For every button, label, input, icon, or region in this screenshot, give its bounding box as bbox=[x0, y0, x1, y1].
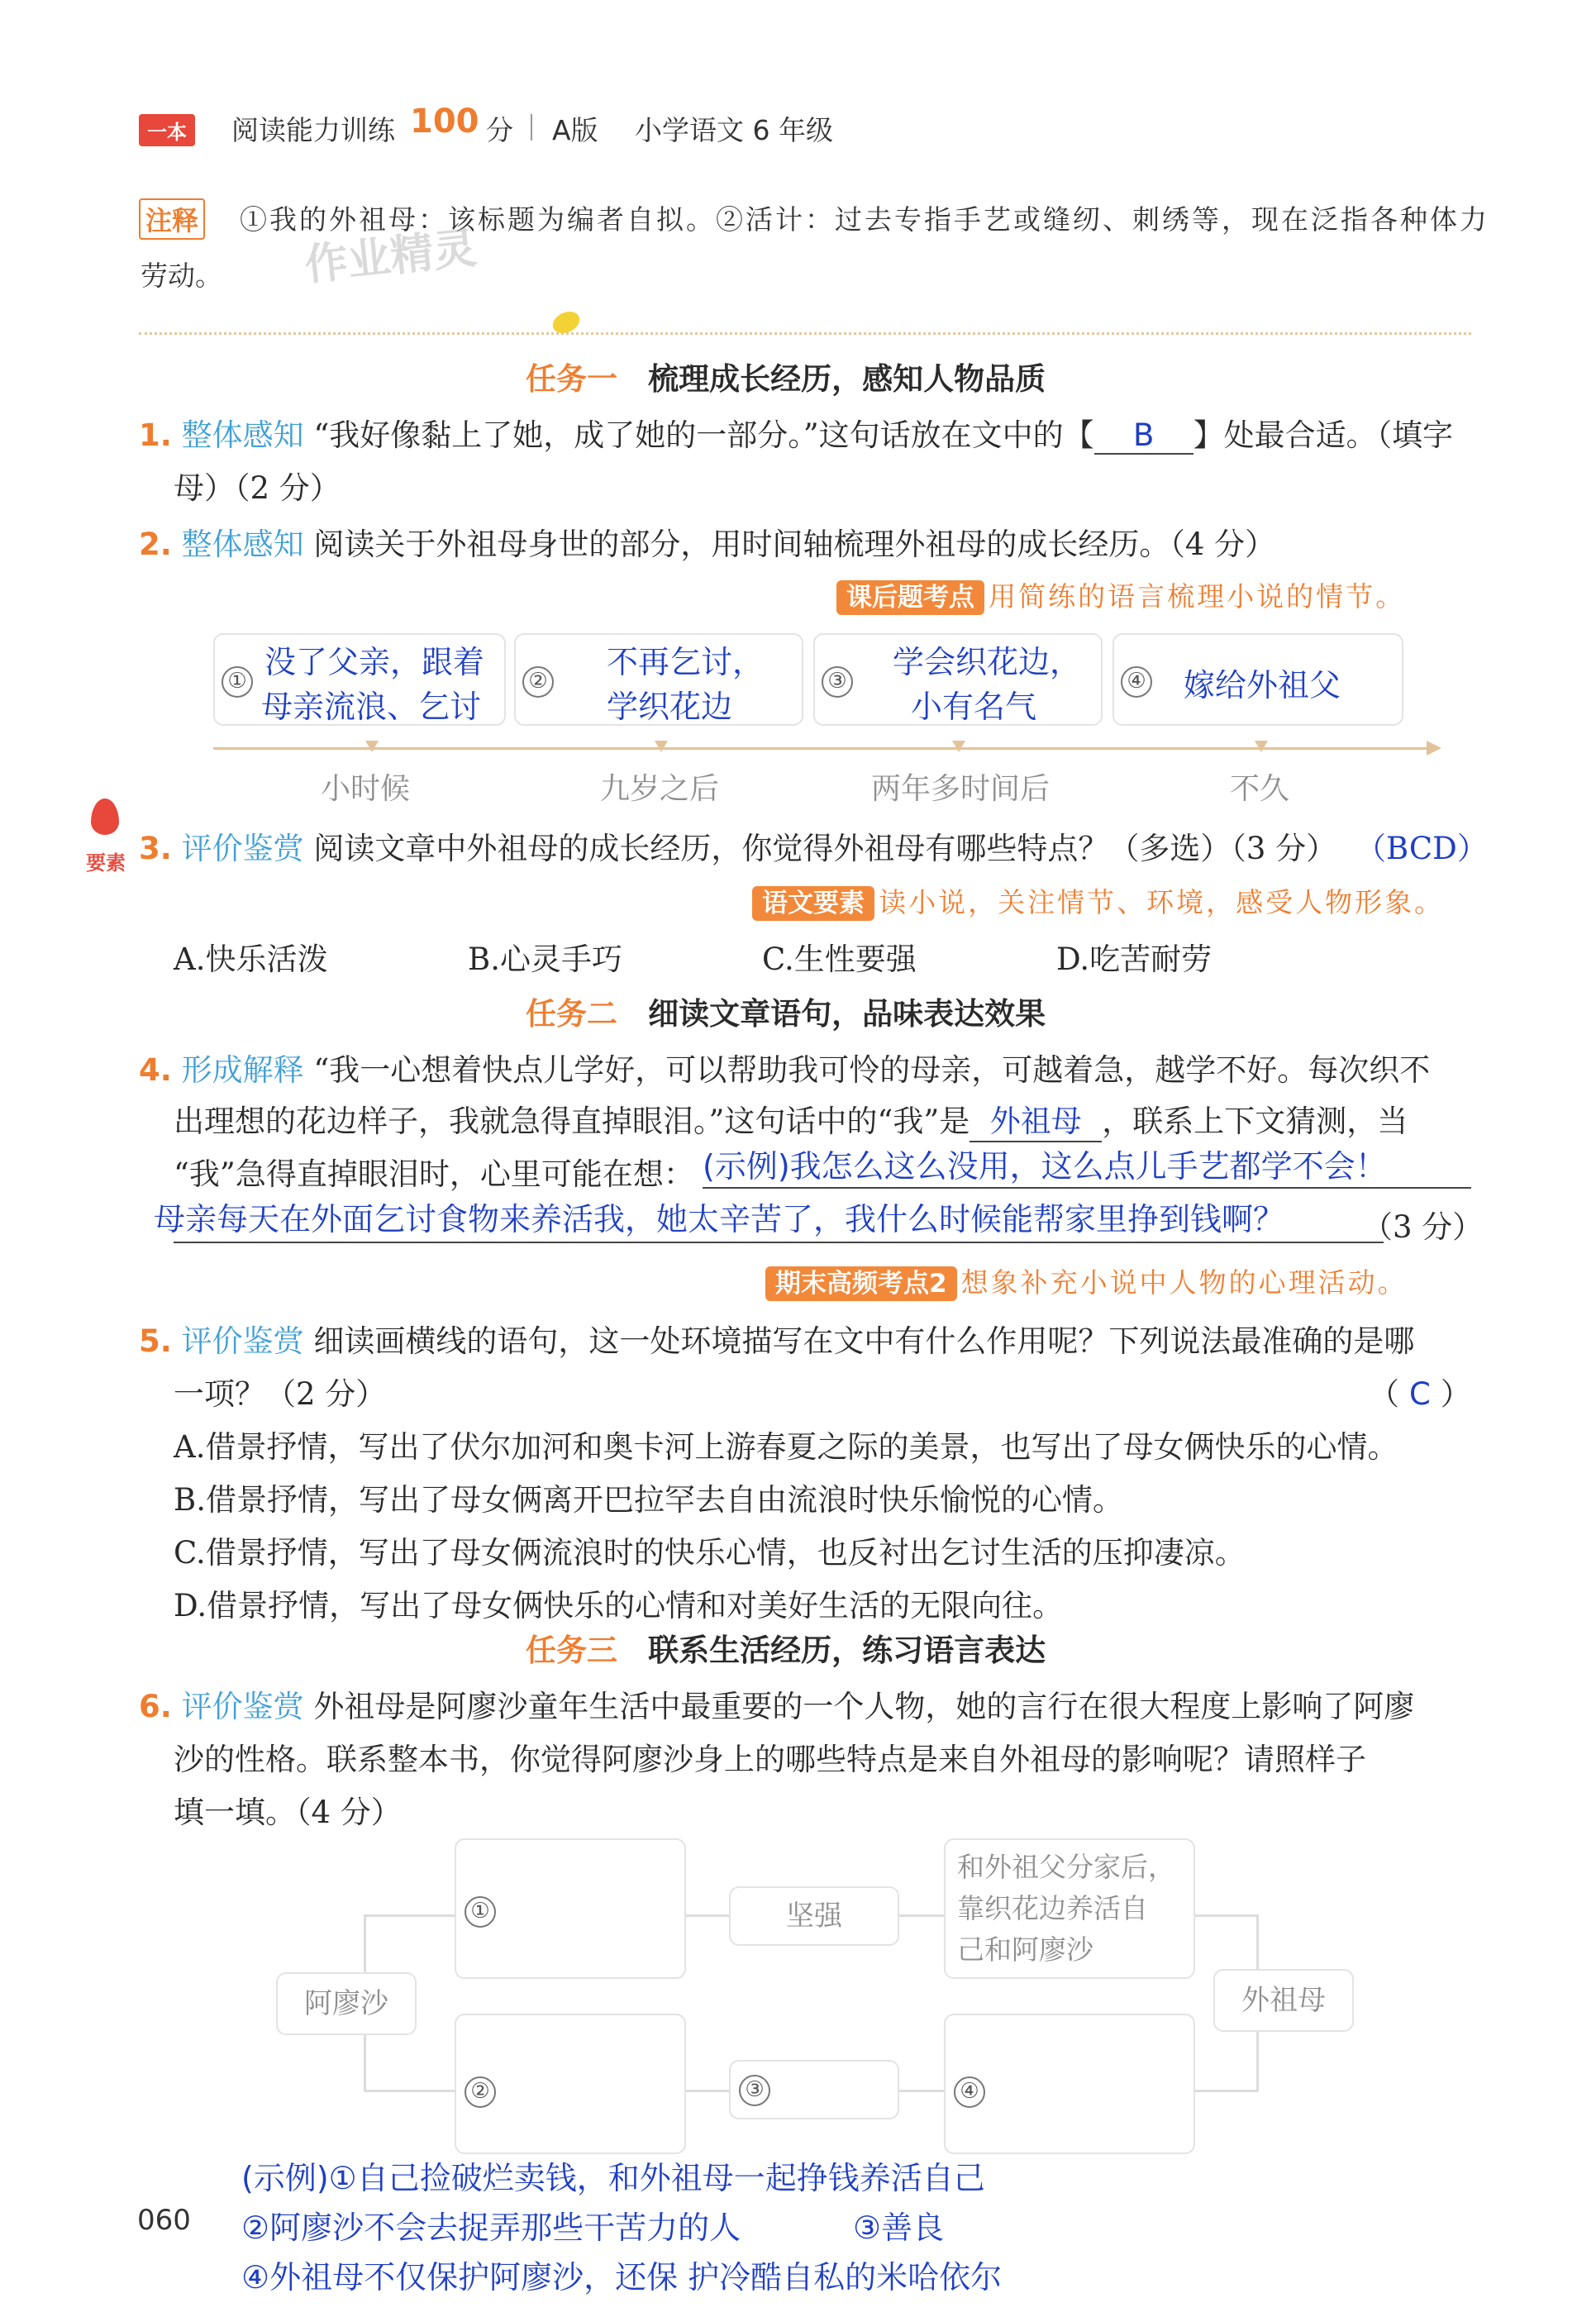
q4-pill-text: 想象补充小说中人物的心理活动。 bbox=[960, 1266, 1408, 1299]
q5-option-d: D.借景抒情，写出了母女俩快乐的心情和对美好生活的无限向往。 bbox=[174, 1588, 1064, 1623]
timeline-num-3: ③ bbox=[822, 666, 853, 698]
timeline-box-1 bbox=[213, 633, 506, 726]
timeline-tick-4 bbox=[1255, 741, 1268, 752]
timeline-box-2 bbox=[514, 633, 803, 726]
header-divider bbox=[531, 114, 532, 141]
task-2-heading bbox=[526, 989, 1046, 1033]
grade: 小学语文 6 年级 bbox=[635, 114, 833, 146]
q4-line-1: “我一心想着快点儿学好，可以帮助我可怜的母亲，可越着急，越学不好。每次织不 bbox=[313, 1052, 1431, 1088]
q4-answer-2a: (示例)我怎么这么没用，这么点儿手艺都学不会！ bbox=[703, 1148, 1387, 1185]
q1-answer: B bbox=[1132, 417, 1155, 453]
slot-4-num: ④ bbox=[954, 2076, 985, 2108]
task-2-label: 任务二 bbox=[526, 996, 617, 1032]
timeline-axis bbox=[213, 747, 1428, 750]
q1-number: 1. bbox=[139, 417, 172, 453]
task-1-label: 任务一 bbox=[526, 361, 617, 397]
diagram-slot-2[interactable] bbox=[455, 2014, 686, 2154]
q6-line-3: 填一填。（4 分） bbox=[174, 1795, 402, 1830]
q3-option-a: A.快乐活泼 bbox=[174, 942, 328, 977]
q4-pill: 期末高频考点2 bbox=[765, 1266, 957, 1301]
q6-number: 6. bbox=[139, 1689, 172, 1724]
q3-option-c: C.生性要强 bbox=[762, 942, 917, 977]
brand-badge: 一本 bbox=[139, 114, 195, 146]
connector-right-bottom bbox=[1195, 2090, 1258, 2092]
timeline-period-3: 两年多时间后 bbox=[871, 772, 1051, 806]
timeline-tick-3 bbox=[952, 741, 965, 752]
slot-2-num: ② bbox=[465, 2076, 496, 2108]
q4-answer-line-2 bbox=[174, 1242, 1384, 1243]
timeline-text-2a: 不再乞讨， bbox=[607, 644, 765, 680]
task-1-heading bbox=[526, 354, 1046, 398]
timeline-text-2b: 学织花边 bbox=[607, 689, 733, 725]
task-2-title: 细读文章语句，品味表达效果 bbox=[648, 996, 1046, 1032]
diagram-left-node bbox=[276, 1972, 417, 2035]
timeline-text-3b: 小有名气 bbox=[911, 689, 1037, 725]
timeline-arrow-icon bbox=[1427, 741, 1441, 756]
section-divider bbox=[139, 332, 1471, 335]
task-3-title: 联系生活经历，练习语言表达 bbox=[648, 1633, 1046, 1668]
task-1-title: 梳理成长经历，感知人物品质 bbox=[648, 361, 1046, 397]
example-line-3: 己和阿廖沙 bbox=[957, 1933, 1093, 1966]
q4-score: （3 分） bbox=[1362, 1209, 1484, 1245]
edition: A版 bbox=[552, 114, 598, 146]
q1-text-c: 母）（2 分） bbox=[174, 470, 341, 506]
note-line-1: ①我的外祖母：该标题为编者自拟。②活计：过去专指手艺或缝纫、刺绣等，现在泛指各种体力 bbox=[240, 203, 1489, 236]
q2-tag: 整体感知 bbox=[181, 527, 304, 562]
q2-pill-text: 用简练的语言梳理小说的情节。 bbox=[989, 580, 1406, 613]
q3-tag: 评价鉴赏 bbox=[181, 831, 304, 866]
note-line-2: 劳动。 bbox=[141, 260, 222, 292]
fire-label: 要素 bbox=[86, 851, 126, 875]
timeline-text-1b: 母亲流浪、乞讨 bbox=[261, 689, 482, 725]
question-5 bbox=[139, 1316, 1414, 1361]
q3-hint bbox=[752, 881, 1444, 920]
q2-pill: 课后题考点 bbox=[836, 580, 984, 615]
q5-option-c: C.借景抒情，写出了母女俩流浪时的快乐心情，也反衬出乞讨生活的压抑凄凉。 bbox=[174, 1535, 1246, 1571]
q2-hint bbox=[836, 575, 1405, 614]
timeline-num-4: ④ bbox=[1121, 666, 1152, 698]
timeline-tick-1 bbox=[365, 741, 379, 752]
diagram-middle-top bbox=[729, 1886, 899, 1946]
timeline-text-3a: 学会织花边， bbox=[893, 644, 1082, 680]
q2-number: 2. bbox=[139, 527, 172, 562]
q5-answer: C bbox=[1409, 1376, 1431, 1412]
connector-mid-bot-2 bbox=[899, 2090, 944, 2092]
q6-line-2: 沙的性格。联系整本书，你觉得阿廖沙身上的哪些特点是来自外祖母的影响呢？请照样子 bbox=[174, 1742, 1366, 1777]
q5-option-a: A.借景抒情，写出了伏尔加河和奥卡河上游春夏之际的美景，也写出了母女俩快乐的心情。 bbox=[174, 1429, 1398, 1465]
q4-line-2b: ，联系上下文猜测，当 bbox=[1102, 1104, 1408, 1139]
timeline-period-1: 小时候 bbox=[321, 772, 411, 806]
task-3-heading bbox=[526, 1625, 1046, 1670]
diagram-example-box bbox=[944, 1838, 1195, 1979]
example-line-1: 和外祖父分家后， bbox=[957, 1851, 1175, 1883]
slot-1-num: ① bbox=[465, 1896, 496, 1928]
timeline-tick-2 bbox=[655, 741, 668, 752]
q4-answer-2b: 母亲每天在外面乞讨食物来养活我，她太辛苦了，我什么时候能帮家里挣到钱啊？ bbox=[154, 1201, 1285, 1237]
series-number: 100 bbox=[410, 103, 479, 141]
watermark: 作业精灵 bbox=[303, 223, 479, 291]
q4-line-3: “我”急得直掉眼泪时，心里可能在想： bbox=[174, 1156, 694, 1192]
diagram-right-node bbox=[1213, 1969, 1354, 2032]
q4-line-2 bbox=[174, 1096, 1408, 1142]
diagram-left-label: 阿廖沙 bbox=[304, 1987, 388, 2020]
diagram-slot-1[interactable] bbox=[455, 1838, 686, 1979]
page-number: 060 bbox=[137, 2204, 191, 2237]
q6-line-1: 外祖母是阿廖沙童年生活中最重要的一个人物，她的言行在很大程度上影响了阿廖 bbox=[313, 1689, 1415, 1724]
diagram-right-label: 外祖母 bbox=[1241, 1984, 1326, 2017]
question-2 bbox=[139, 519, 1275, 564]
q1-text-b: 】处最合适。（填字 bbox=[1193, 417, 1454, 453]
timeline-text-4a: 嫁给外祖父 bbox=[1184, 667, 1341, 703]
header bbox=[139, 103, 1478, 152]
q4-answer-line-1 bbox=[703, 1187, 1471, 1189]
timeline-num-2: ② bbox=[522, 666, 554, 698]
q1-text-a: “我好像黏上了她，成了她的一部分。”这句话放在文中的【 bbox=[313, 417, 1094, 453]
diagram-slot-3[interactable] bbox=[729, 2060, 899, 2119]
q5-option-b: B.借景抒情，写出了母女俩离开巴拉罕去自由流浪时快乐愉悦的心情。 bbox=[174, 1482, 1123, 1518]
q5-tag: 评价鉴赏 bbox=[181, 1323, 304, 1359]
q4-number: 4. bbox=[139, 1052, 172, 1088]
connector-left-bottom bbox=[364, 2090, 456, 2092]
connector-mid-bot-1 bbox=[686, 2090, 729, 2092]
q3-option-d: D.吃苦耐劳 bbox=[1056, 942, 1212, 977]
q4-answer-1: 外祖母 bbox=[989, 1104, 1082, 1139]
q3-pill: 语文要素 bbox=[752, 886, 874, 921]
timeline-period-4: 不久 bbox=[1230, 772, 1290, 806]
q3-answer: （BCD） bbox=[1355, 831, 1488, 866]
connector-right-top bbox=[1195, 1914, 1258, 1917]
q1-tag: 整体感知 bbox=[181, 417, 304, 453]
q6-answer-4: ④外祖母不仅保护阿廖沙，还保 护冷酷自私的米哈依尔 bbox=[241, 2259, 1003, 2296]
question-1 bbox=[139, 410, 1453, 455]
timeline-text-1a: 没了父亲，跟着 bbox=[264, 644, 485, 680]
diagram-slot-4[interactable] bbox=[944, 2014, 1195, 2154]
q6-answer-3: ③善良 bbox=[853, 2210, 945, 2246]
q5-line-2: 一项？（2 分） bbox=[174, 1376, 387, 1412]
fire-icon bbox=[91, 799, 119, 835]
timeline-period-2: 九岁之后 bbox=[600, 772, 720, 806]
series-unit: 分 bbox=[486, 114, 513, 146]
q5-line-1: 细读画横线的语句，这一处环境描写在文中有什么作用呢？下列说法最准确的是哪 bbox=[313, 1323, 1415, 1359]
q4-line-2a: 出理想的花边样子，我就急得直掉眼泪。”这句话中的“我”是 bbox=[174, 1104, 970, 1139]
connector-mid-top-1 bbox=[686, 1914, 729, 1917]
q3-pill-text: 读小说，关注情节、环境，感受人物形象。 bbox=[879, 886, 1445, 918]
q6-answer-2: ②阿廖沙不会去捉弄那些干苦力的人 bbox=[241, 2210, 741, 2246]
q4-tag: 形成解释 bbox=[181, 1052, 304, 1088]
connector-left-top bbox=[364, 1914, 456, 1917]
q6-answer-1: (示例)①自己捡破烂卖钱，和外祖母一起挣钱养活自己 bbox=[241, 2160, 985, 2196]
middle-top-label: 坚强 bbox=[786, 1900, 842, 1933]
example-line-2: 靠织花边养活自 bbox=[957, 1892, 1148, 1924]
connector-mid-top-2 bbox=[899, 1914, 944, 1917]
q4-hint bbox=[765, 1261, 1408, 1300]
question-6 bbox=[139, 1681, 1414, 1726]
question-4 bbox=[139, 1045, 1430, 1089]
question-3 bbox=[139, 823, 1336, 868]
timeline-box-3 bbox=[813, 633, 1103, 726]
slot-3-num: ③ bbox=[739, 2075, 770, 2106]
q5-answer-bracket: （ C ） bbox=[1369, 1376, 1471, 1412]
q3-option-b: B.心灵手巧 bbox=[468, 942, 622, 977]
task-3-label: 任务三 bbox=[526, 1633, 617, 1668]
timeline-num-1: ① bbox=[222, 666, 253, 698]
series-title: 阅读能力训练 bbox=[231, 114, 395, 146]
q3-number: 3. bbox=[139, 831, 172, 866]
q3-text: 阅读文章中外祖母的成长经历，你觉得外祖母有哪些特点？（多选）（3 分） bbox=[313, 831, 1337, 866]
q6-tag: 评价鉴赏 bbox=[181, 1689, 304, 1724]
timeline-box-4 bbox=[1112, 633, 1403, 726]
note-label: 注释 bbox=[139, 198, 205, 240]
q2-text: 阅读关于外祖母身世的部分，用时间轴梳理外祖母的成长经历。（4 分） bbox=[313, 527, 1276, 562]
q5-number: 5. bbox=[139, 1323, 172, 1359]
